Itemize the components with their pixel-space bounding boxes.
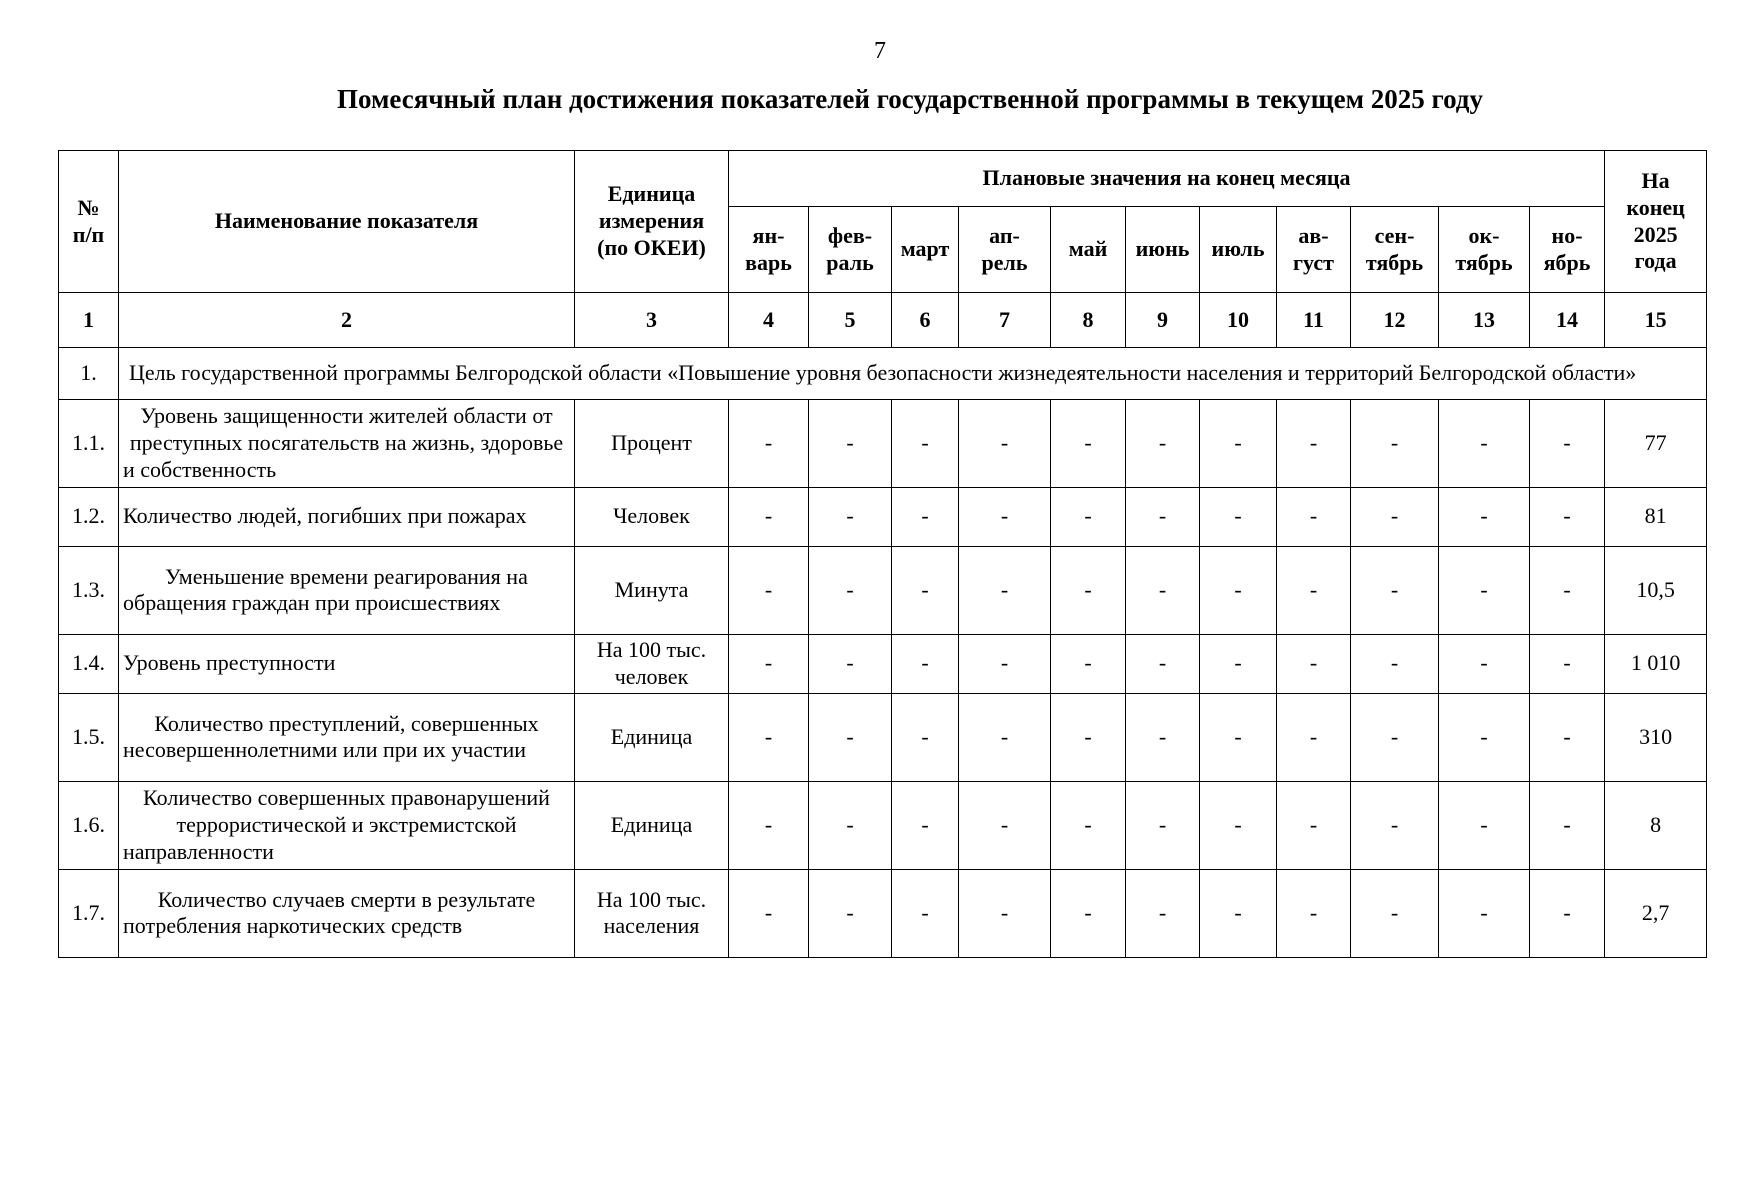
column-number: 6: [892, 293, 959, 348]
month-value: -: [959, 693, 1051, 781]
month-value: -: [1051, 634, 1126, 693]
month-value: -: [809, 546, 892, 634]
month-value: -: [1277, 487, 1351, 546]
month-value: -: [809, 693, 892, 781]
year-end-value: 2,7: [1605, 869, 1707, 957]
month-value: -: [1439, 869, 1530, 957]
header-month: фев- раль: [809, 207, 892, 293]
document-title: Помесячный план достижения показателей государственной программы в текущем 2025 году: [337, 84, 1483, 114]
indicator-number: 1.4.: [59, 634, 119, 693]
month-value: -: [892, 693, 959, 781]
column-number: 12: [1351, 293, 1439, 348]
column-number: 5: [809, 293, 892, 348]
month-value: -: [892, 634, 959, 693]
indicator-unit: На 100 тыс. человек: [575, 634, 729, 693]
column-number: 9: [1126, 293, 1200, 348]
month-value: -: [959, 487, 1051, 546]
month-value: -: [809, 487, 892, 546]
month-value: -: [1351, 634, 1439, 693]
month-value: -: [1051, 399, 1126, 487]
month-value: -: [1051, 693, 1126, 781]
month-value: -: [1200, 487, 1277, 546]
indicator-name: Уровень защищенности жителей области от преступных посягательств на жизнь, здоровье и собственность: [119, 399, 575, 487]
header-unit: Единица измерения (по ОКЕИ): [575, 151, 729, 293]
indicator-number: 1.3.: [59, 546, 119, 634]
month-value: -: [959, 634, 1051, 693]
indicator-name: Количество преступлений, совершенных несовершеннолетними или при их участии: [119, 693, 575, 781]
month-value: -: [1200, 781, 1277, 869]
month-value: -: [892, 869, 959, 957]
month-value: -: [1439, 781, 1530, 869]
month-value: -: [1439, 399, 1530, 487]
month-value: -: [892, 546, 959, 634]
indicator-row: [59, 634, 1707, 693]
month-value: -: [809, 869, 892, 957]
month-value: -: [1530, 634, 1605, 693]
header-month: сен- тябрь: [1351, 207, 1439, 293]
month-value: -: [1126, 781, 1200, 869]
month-value: -: [1126, 634, 1200, 693]
column-number: 15: [1605, 293, 1707, 348]
month-value: -: [1277, 693, 1351, 781]
indicator-row: [59, 781, 1707, 869]
indicator-number: 1.7.: [59, 869, 119, 957]
header-month: май: [1051, 207, 1126, 293]
year-end-value: 310: [1605, 693, 1707, 781]
indicator-name: Уменьшение времени реагирования на обращения граждан при происшествиях: [119, 546, 575, 634]
month-value: -: [729, 487, 809, 546]
month-value: -: [1277, 399, 1351, 487]
month-value: -: [1126, 546, 1200, 634]
indicator-number: 1.2.: [59, 487, 119, 546]
column-number: 7: [959, 293, 1051, 348]
indicator-row: [59, 869, 1707, 957]
column-number: 2: [119, 293, 575, 348]
indicators-table: [58, 150, 1707, 958]
year-end-value: 1 010: [1605, 634, 1707, 693]
page-number: 7: [874, 38, 886, 64]
indicator-number: 1.5.: [59, 693, 119, 781]
month-value: -: [1351, 487, 1439, 546]
year-end-value: 77: [1605, 399, 1707, 487]
indicator-name: Количество случаев смерти в результате потребления наркотических средств: [119, 869, 575, 957]
month-value: -: [1277, 869, 1351, 957]
column-number: 4: [729, 293, 809, 348]
month-value: -: [1200, 634, 1277, 693]
year-end-value: 8: [1605, 781, 1707, 869]
month-value: -: [1439, 693, 1530, 781]
indicator-row: [59, 487, 1707, 546]
month-value: -: [1530, 546, 1605, 634]
indicator-number: 1.6.: [59, 781, 119, 869]
month-value: -: [1051, 487, 1126, 546]
header-month: но- ябрь: [1530, 207, 1605, 293]
indicator-name: Уровень преступности: [119, 634, 575, 693]
year-end-value: 10,5: [1605, 546, 1707, 634]
month-value: -: [1277, 634, 1351, 693]
month-value: -: [729, 634, 809, 693]
month-value: -: [1277, 546, 1351, 634]
month-value: -: [1200, 693, 1277, 781]
month-value: -: [1351, 869, 1439, 957]
month-value: -: [959, 399, 1051, 487]
month-value: -: [1126, 869, 1200, 957]
month-value: -: [892, 399, 959, 487]
header-month: ап- рель: [959, 207, 1051, 293]
header-plan-values: Плановые значения на конец месяца: [729, 151, 1605, 207]
goal-row: [59, 348, 1707, 400]
month-value: -: [1351, 781, 1439, 869]
month-value: -: [1530, 869, 1605, 957]
month-value: -: [959, 781, 1051, 869]
month-value: -: [729, 693, 809, 781]
indicator-unit: Минута: [575, 546, 729, 634]
month-value: -: [1439, 546, 1530, 634]
month-value: -: [729, 781, 809, 869]
month-value: -: [1200, 399, 1277, 487]
header-number: № п/п: [59, 151, 119, 293]
column-number: 10: [1200, 293, 1277, 348]
header-month: ав- густ: [1277, 207, 1351, 293]
month-value: -: [1126, 693, 1200, 781]
indicator-unit: Единица: [575, 693, 729, 781]
goal-text: Цель государственной программы Белгородской области «Повышение уровня безопасности жизнедеятельности населения и территорий Белгородской области»: [119, 348, 1707, 400]
month-value: -: [1351, 399, 1439, 487]
indicator-name: Количество людей, погибших при пожарах: [119, 487, 575, 546]
month-value: -: [1200, 869, 1277, 957]
column-number: 1: [59, 293, 119, 348]
month-value: -: [1126, 487, 1200, 546]
header-month: март: [892, 207, 959, 293]
month-value: -: [1351, 693, 1439, 781]
header-year-end: На конец 2025 года: [1605, 151, 1707, 293]
month-value: -: [1439, 487, 1530, 546]
column-number: 3: [575, 293, 729, 348]
month-value: -: [809, 634, 892, 693]
header-month: ян- варь: [729, 207, 809, 293]
month-value: -: [959, 869, 1051, 957]
header-month: ок- тябрь: [1439, 207, 1530, 293]
indicator-unit: Процент: [575, 399, 729, 487]
column-number: 11: [1277, 293, 1351, 348]
header-month: июль: [1200, 207, 1277, 293]
indicator-unit: Единица: [575, 781, 729, 869]
month-value: -: [1051, 869, 1126, 957]
month-value: -: [729, 869, 809, 957]
indicator-unit: Человек: [575, 487, 729, 546]
month-value: -: [1530, 693, 1605, 781]
column-number-row: [59, 293, 1707, 348]
month-value: -: [959, 546, 1051, 634]
month-value: -: [1126, 399, 1200, 487]
month-value: -: [1051, 781, 1126, 869]
month-value: -: [892, 781, 959, 869]
indicator-row: [59, 693, 1707, 781]
month-value: -: [1530, 399, 1605, 487]
month-value: -: [729, 399, 809, 487]
indicator-row: [59, 399, 1707, 487]
month-value: -: [1277, 781, 1351, 869]
header-month: июнь: [1126, 207, 1200, 293]
month-value: -: [729, 546, 809, 634]
indicator-unit: На 100 тыс. населения: [575, 869, 729, 957]
indicator-number: 1.1.: [59, 399, 119, 487]
month-value: -: [1439, 634, 1530, 693]
month-value: -: [892, 487, 959, 546]
column-number: 13: [1439, 293, 1530, 348]
month-value: -: [809, 399, 892, 487]
column-number: 8: [1051, 293, 1126, 348]
indicator-row: [59, 546, 1707, 634]
month-value: -: [1530, 487, 1605, 546]
indicator-name: Количество совершенных правонарушений террористической и экстремистской направленности: [119, 781, 575, 869]
month-value: -: [1051, 546, 1126, 634]
month-value: -: [1530, 781, 1605, 869]
header-indicator-name: Наименование показателя: [119, 151, 575, 293]
year-end-value: 81: [1605, 487, 1707, 546]
month-value: -: [809, 781, 892, 869]
month-value: -: [1200, 546, 1277, 634]
goal-number: 1.: [59, 348, 119, 400]
column-number: 14: [1530, 293, 1605, 348]
month-value: -: [1351, 546, 1439, 634]
